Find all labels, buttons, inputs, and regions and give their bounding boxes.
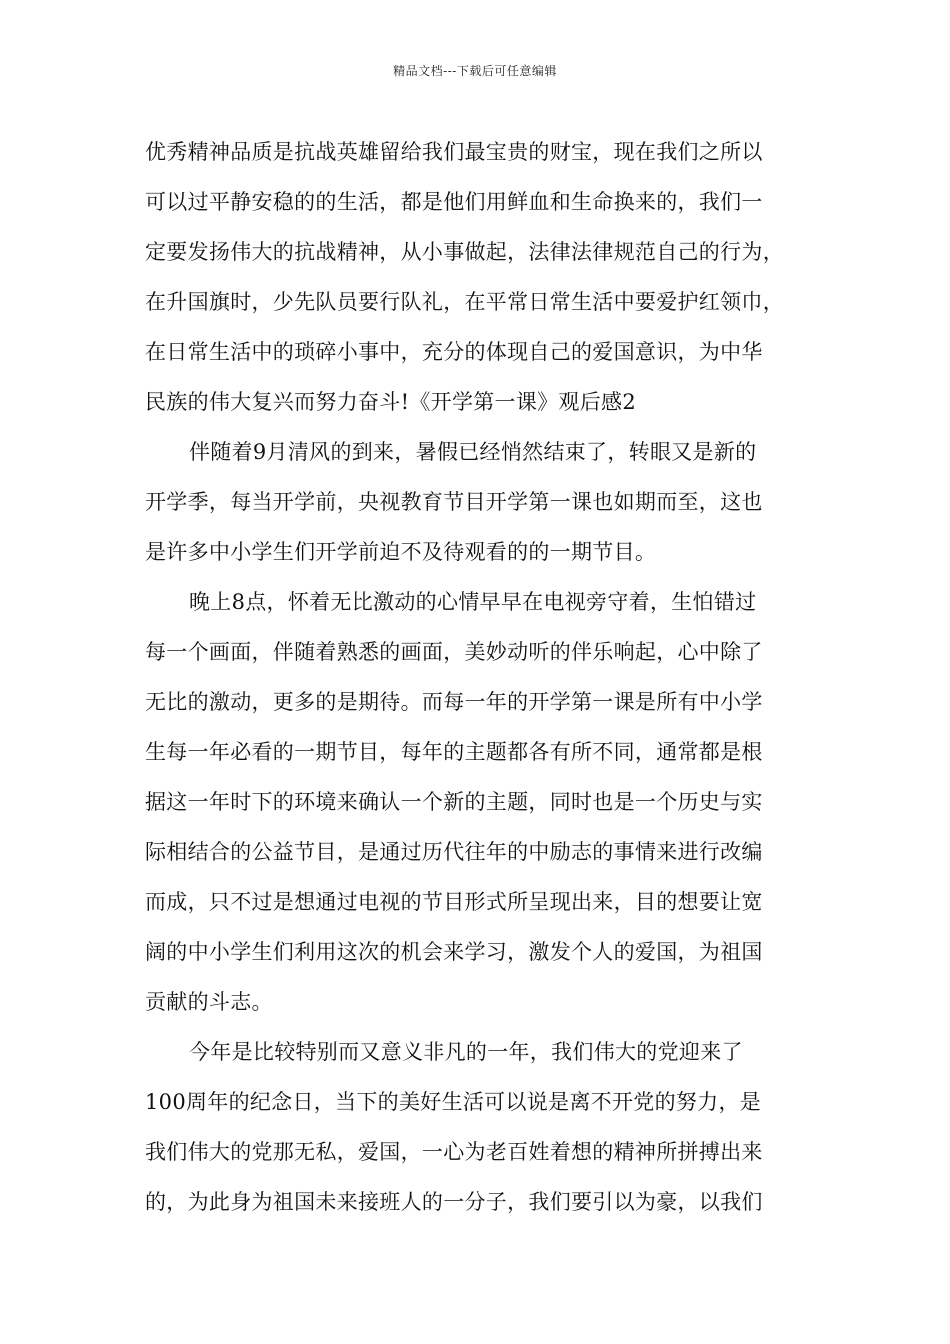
- text-line: 优秀精神品质是抗战英雄留给我们最宝贵的财宝，现在我们之所以: [145, 140, 763, 164]
- page-header: 精品文档---下载后可任意编辑: [393, 64, 557, 78]
- text-line: 开学季，每当开学前，央视教育节目开学第一课也如期而至，这也: [145, 490, 763, 514]
- text-line: 而成，只不过是想通过电视的节目形式所呈现出来，目的想要让宽: [145, 890, 763, 914]
- text-line: 生每一年必看的一期节目，每年的主题都各有所不同，通常都是根: [145, 740, 763, 764]
- text-line: 据这一年时下的环境来确认一个新的主题，同时也是一个历史与实: [145, 790, 763, 814]
- text-line: 定要发扬伟大的抗战精神，从小事做起，法律法律规范自己的行为，: [145, 240, 784, 264]
- text-line: 无比的激动，更多的是期待。而每一年的开学第一课是所有中小学: [145, 690, 763, 714]
- text-line: 在升国旗时，少先队员要行队礼，在平常日常生活中要爱护红领巾，: [145, 290, 784, 314]
- paragraph-first-line: 伴随着9月清风的到来，暑假已经悄然结束了，转眼又是新的: [189, 440, 757, 464]
- text-line: 我们伟大的党那无私，爱国，一心为老百姓着想的精神所拼搏出来: [145, 1140, 763, 1164]
- text-line: 际相结合的公益节目，是通过历代往年的中励志的事情来进行改编: [145, 840, 763, 864]
- text-line: 阔的中小学生们利用这次的机会来学习，激发个人的爱国，为祖国: [145, 940, 763, 964]
- text-line: 可以过平静安稳的的生活，都是他们用鲜血和生命换来的，我们一: [145, 190, 763, 214]
- text-line: 在日常生活中的琐碎小事中，充分的体现自己的爱国意识，为中华: [145, 340, 763, 364]
- text-line: 是许多中小学生们开学前迫不及待观看的的一期节目。: [145, 540, 657, 564]
- document-body: [145, 127, 820, 1227]
- text-line: 100周年的纪念日，当下的美好生活可以说是离不开党的努力，是: [145, 1090, 762, 1114]
- text-line: 每一个画面，伴随着熟悉的画面，美妙动听的伴乐响起，心中除了: [145, 640, 763, 664]
- text-line: 的，为此身为祖国未来接班人的一分子，我们要引以为豪，以我们: [145, 1190, 763, 1214]
- text-line: 民族的伟大复兴而努力奋斗!《开学第一课》观后感2: [145, 390, 636, 414]
- paragraph-first-line: 晚上8点，怀着无比激动的心情早早在电视旁守着，生怕错过: [189, 590, 757, 614]
- paragraph-first-line: 今年是比较特别而又意义非凡的一年，我们伟大的党迎来了: [189, 1040, 743, 1064]
- text-line: 贡献的斗志。: [145, 990, 273, 1014]
